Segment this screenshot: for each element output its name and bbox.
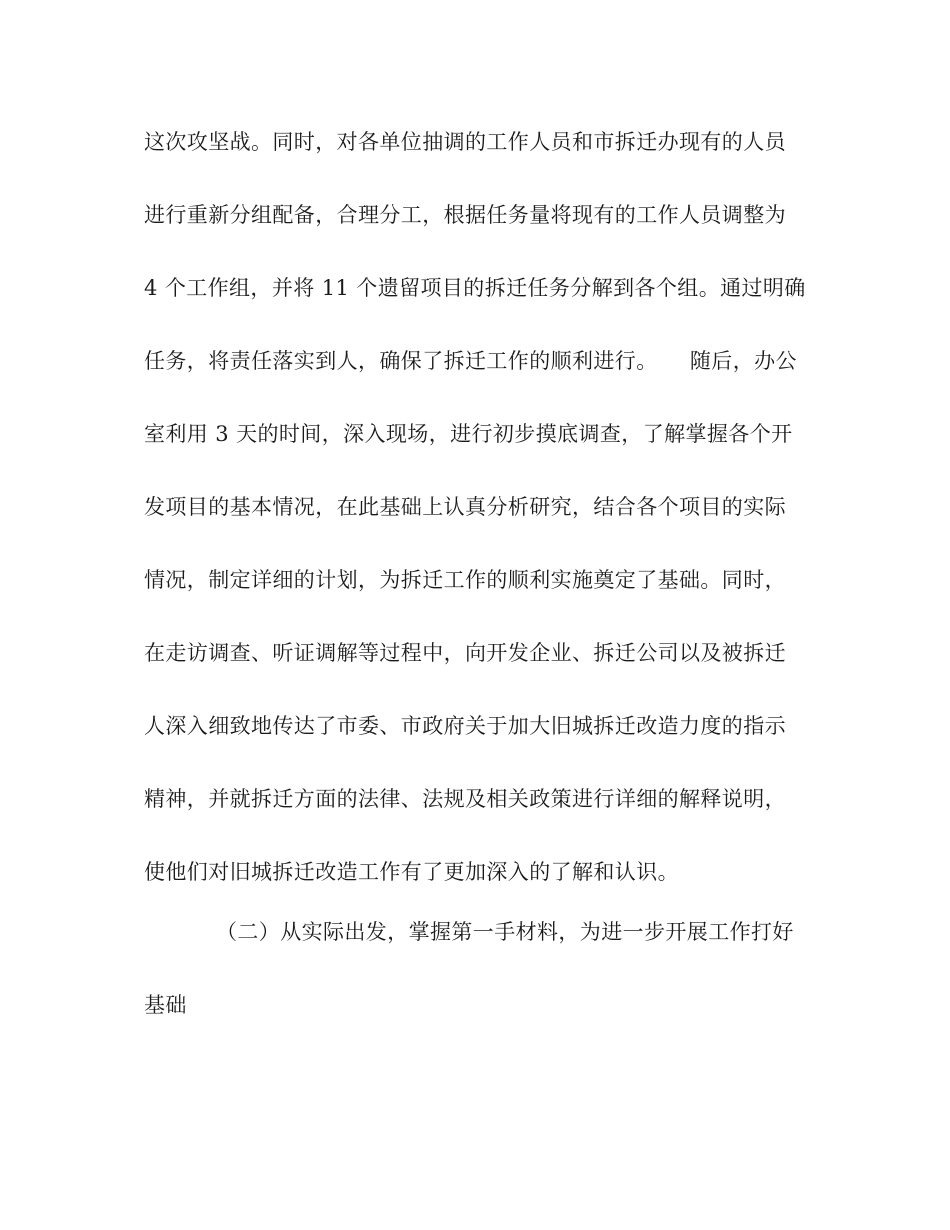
paragraph-line-8: 在走访调查、听证调解等过程中，向开发企业、拆迁公司以及被拆迁	[144, 641, 786, 665]
paragraph-line-7: 情况，制定详细的计划，为拆迁工作的顺利实施奠定了基础。同时，	[144, 568, 786, 592]
paragraph-line-4: 任务，将责任落实到人，确保了拆迁工作的顺利进行。 随后，办公	[144, 349, 797, 373]
paragraph-line-11: 使他们对旧城拆迁改造工作有了更加深入的了解和认识。	[144, 860, 679, 884]
paragraph-line-9: 人深入细致地传达了市委、市政府关于加大旧城拆迁改造力度的指示	[144, 714, 786, 738]
paragraph-line-5: 室利用 3 天的时间，深入现场，进行初步摸底调查，了解掌握各个开	[144, 422, 793, 446]
paragraph-line-6: 发项目的基本情况，在此基础上认真分析研究，结合各个项目的实际	[144, 495, 786, 519]
paragraph-line-2: 进行重新分组配备，合理分工，根据任务量将现有的工作人员调整为	[144, 203, 786, 227]
paragraph-line-1: 这次攻坚战。同时，对各单位抽调的工作人员和市拆迁办现有的人员	[144, 130, 786, 154]
paragraph-line-10: 精神，并就拆迁方面的法律、法规及相关政策进行详细的解释说明，	[144, 787, 786, 811]
section-heading-line-2: 基础	[144, 993, 187, 1017]
section-heading-line-1: （二）从实际出发，掌握第一手材料，为进一步开展工作打好	[216, 920, 794, 944]
paragraph-line-3: 4 个工作组，并将 11 个遗留项目的拆迁任务分解到各个组。通过明确	[144, 276, 806, 300]
